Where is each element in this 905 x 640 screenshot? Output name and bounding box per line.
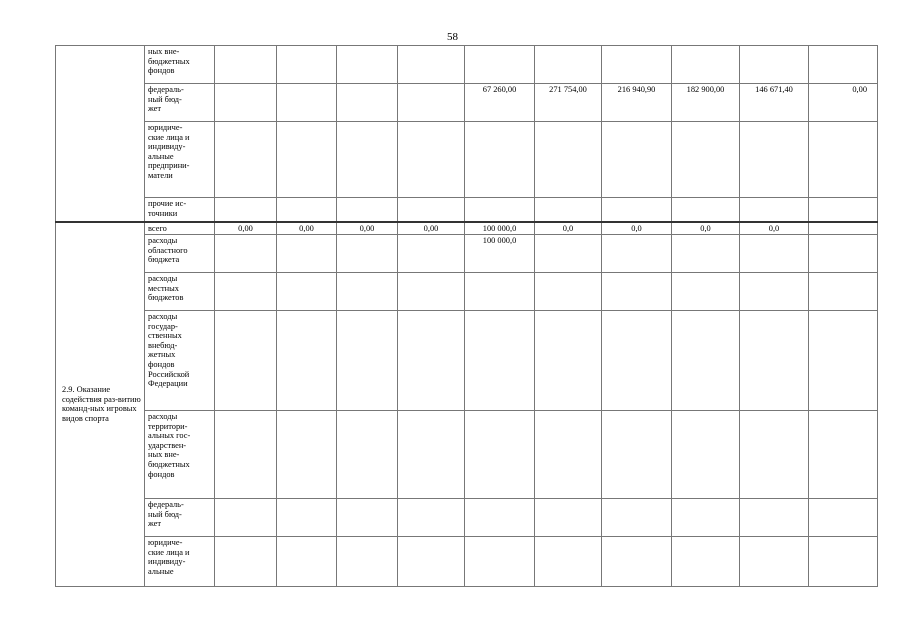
value-cell: 146 671,40	[740, 84, 809, 122]
value-cell	[465, 411, 535, 499]
value-cell: 0,00	[277, 222, 337, 235]
value-cell: 0,0	[740, 222, 809, 235]
table-row	[56, 235, 878, 273]
value-cell	[398, 84, 465, 122]
value-cell	[215, 411, 277, 499]
value-cell	[398, 311, 465, 411]
value-cell	[535, 235, 602, 273]
value-cell	[337, 46, 398, 84]
value-cell	[215, 235, 277, 273]
value-cell	[215, 122, 277, 198]
page-number: 58	[447, 31, 458, 43]
value-cell	[277, 411, 337, 499]
funding-source-cell: федераль- ный бюд- жет	[145, 499, 215, 537]
value-cell	[740, 273, 809, 311]
table-row	[56, 84, 878, 122]
value-cell	[809, 222, 878, 235]
value-cell	[740, 198, 809, 222]
funding-source-cell: всего	[145, 222, 215, 235]
value-cell	[535, 411, 602, 499]
value-cell: 0,00	[337, 222, 398, 235]
value-cell	[535, 537, 602, 587]
value-cell	[672, 537, 740, 587]
value-cell	[602, 46, 672, 84]
value-cell	[535, 122, 602, 198]
value-cell	[809, 411, 878, 499]
value-cell	[465, 537, 535, 587]
value-cell	[465, 273, 535, 311]
value-cell	[277, 537, 337, 587]
table-row	[56, 198, 878, 222]
value-cell	[337, 499, 398, 537]
value-cell	[465, 499, 535, 537]
value-cell	[535, 273, 602, 311]
value-cell	[672, 198, 740, 222]
value-cell	[809, 122, 878, 198]
value-cell	[740, 311, 809, 411]
value-cell: 216 940,90	[602, 84, 672, 122]
funding-source-cell: ных вне- бюджетных фондов	[145, 46, 215, 84]
value-cell	[602, 499, 672, 537]
value-cell	[602, 122, 672, 198]
value-cell	[535, 499, 602, 537]
value-cell	[809, 235, 878, 273]
value-cell: 100 000,0	[465, 222, 535, 235]
value-cell	[602, 537, 672, 587]
value-cell	[398, 411, 465, 499]
value-cell: 271 754,00	[535, 84, 602, 122]
funding-source-cell: расходы областного бюджета	[145, 235, 215, 273]
value-cell	[809, 311, 878, 411]
table-row	[56, 46, 878, 84]
value-cell	[672, 122, 740, 198]
value-cell: 0,0	[535, 222, 602, 235]
value-cell	[215, 499, 277, 537]
value-cell	[672, 273, 740, 311]
value-cell	[535, 46, 602, 84]
funding-source-cell: расходы государ- ственных внебюд- жетных фондов Российской Федерации	[145, 311, 215, 411]
value-cell	[465, 46, 535, 84]
value-cell	[672, 46, 740, 84]
value-cell	[398, 499, 465, 537]
value-cell	[277, 235, 337, 273]
table-row	[56, 537, 878, 587]
value-cell	[337, 273, 398, 311]
value-cell	[337, 411, 398, 499]
value-cell	[672, 411, 740, 499]
value-cell	[337, 122, 398, 198]
value-cell	[277, 311, 337, 411]
value-cell	[277, 46, 337, 84]
value-cell	[809, 198, 878, 222]
value-cell	[398, 235, 465, 273]
value-cell: 0,00	[809, 84, 878, 122]
value-cell	[740, 411, 809, 499]
value-cell	[215, 84, 277, 122]
value-cell	[809, 46, 878, 84]
value-cell	[277, 273, 337, 311]
value-cell	[398, 198, 465, 222]
table-row	[56, 273, 878, 311]
value-cell: 67 260,00	[465, 84, 535, 122]
value-cell	[398, 273, 465, 311]
value-cell	[398, 46, 465, 84]
value-cell	[337, 84, 398, 122]
value-cell	[277, 84, 337, 122]
value-cell	[535, 198, 602, 222]
value-cell	[277, 499, 337, 537]
value-cell	[740, 46, 809, 84]
value-cell	[602, 273, 672, 311]
value-cell	[602, 198, 672, 222]
value-cell	[672, 499, 740, 537]
value-cell	[465, 311, 535, 411]
funding-source-cell: прочие ис- точники	[145, 198, 215, 222]
value-cell: 182 900,00	[672, 84, 740, 122]
value-cell	[602, 411, 672, 499]
value-cell	[465, 122, 535, 198]
value-cell: 100 000,0	[465, 235, 535, 273]
value-cell	[398, 122, 465, 198]
value-cell: 0,00	[398, 222, 465, 235]
value-cell: 0,0	[672, 222, 740, 235]
funding-source-cell: юридиче- ские лица и индивиду- альные предприни- матели	[145, 122, 215, 198]
value-cell	[672, 311, 740, 411]
value-cell	[215, 537, 277, 587]
value-cell	[215, 46, 277, 84]
value-cell	[740, 122, 809, 198]
value-cell	[337, 235, 398, 273]
value-cell	[535, 311, 602, 411]
funding-source-cell: юридиче- ские лица и индивиду- альные	[145, 537, 215, 587]
value-cell	[740, 235, 809, 273]
value-cell	[809, 537, 878, 587]
value-cell	[465, 198, 535, 222]
value-cell	[337, 198, 398, 222]
value-cell: 0,00	[215, 222, 277, 235]
value-cell	[398, 537, 465, 587]
table-row	[56, 411, 878, 499]
funding-source-cell: федераль- ный бюд- жет	[145, 84, 215, 122]
table-row	[56, 311, 878, 411]
budget-table	[55, 45, 878, 587]
value-cell	[337, 537, 398, 587]
value-cell	[215, 311, 277, 411]
value-cell	[740, 499, 809, 537]
value-cell	[809, 499, 878, 537]
value-cell	[277, 122, 337, 198]
measure-cell: 2.9. Оказание содействия раз-витию команд-ных игровых видов спорта	[56, 222, 145, 587]
value-cell	[215, 273, 277, 311]
table-row	[56, 499, 878, 537]
value-cell	[337, 311, 398, 411]
value-cell	[672, 235, 740, 273]
value-cell: 0,0	[602, 222, 672, 235]
measure-cell-empty	[56, 46, 145, 222]
value-cell	[277, 198, 337, 222]
funding-source-cell: расходы территори- альных гос- ударствен- ных вне- бюджетных фондов	[145, 411, 215, 499]
value-cell	[740, 537, 809, 587]
table-row	[56, 222, 878, 235]
value-cell	[215, 198, 277, 222]
value-cell	[809, 273, 878, 311]
value-cell	[602, 235, 672, 273]
table-row	[56, 122, 878, 198]
value-cell	[602, 311, 672, 411]
funding-source-cell: расходы местных бюджетов	[145, 273, 215, 311]
